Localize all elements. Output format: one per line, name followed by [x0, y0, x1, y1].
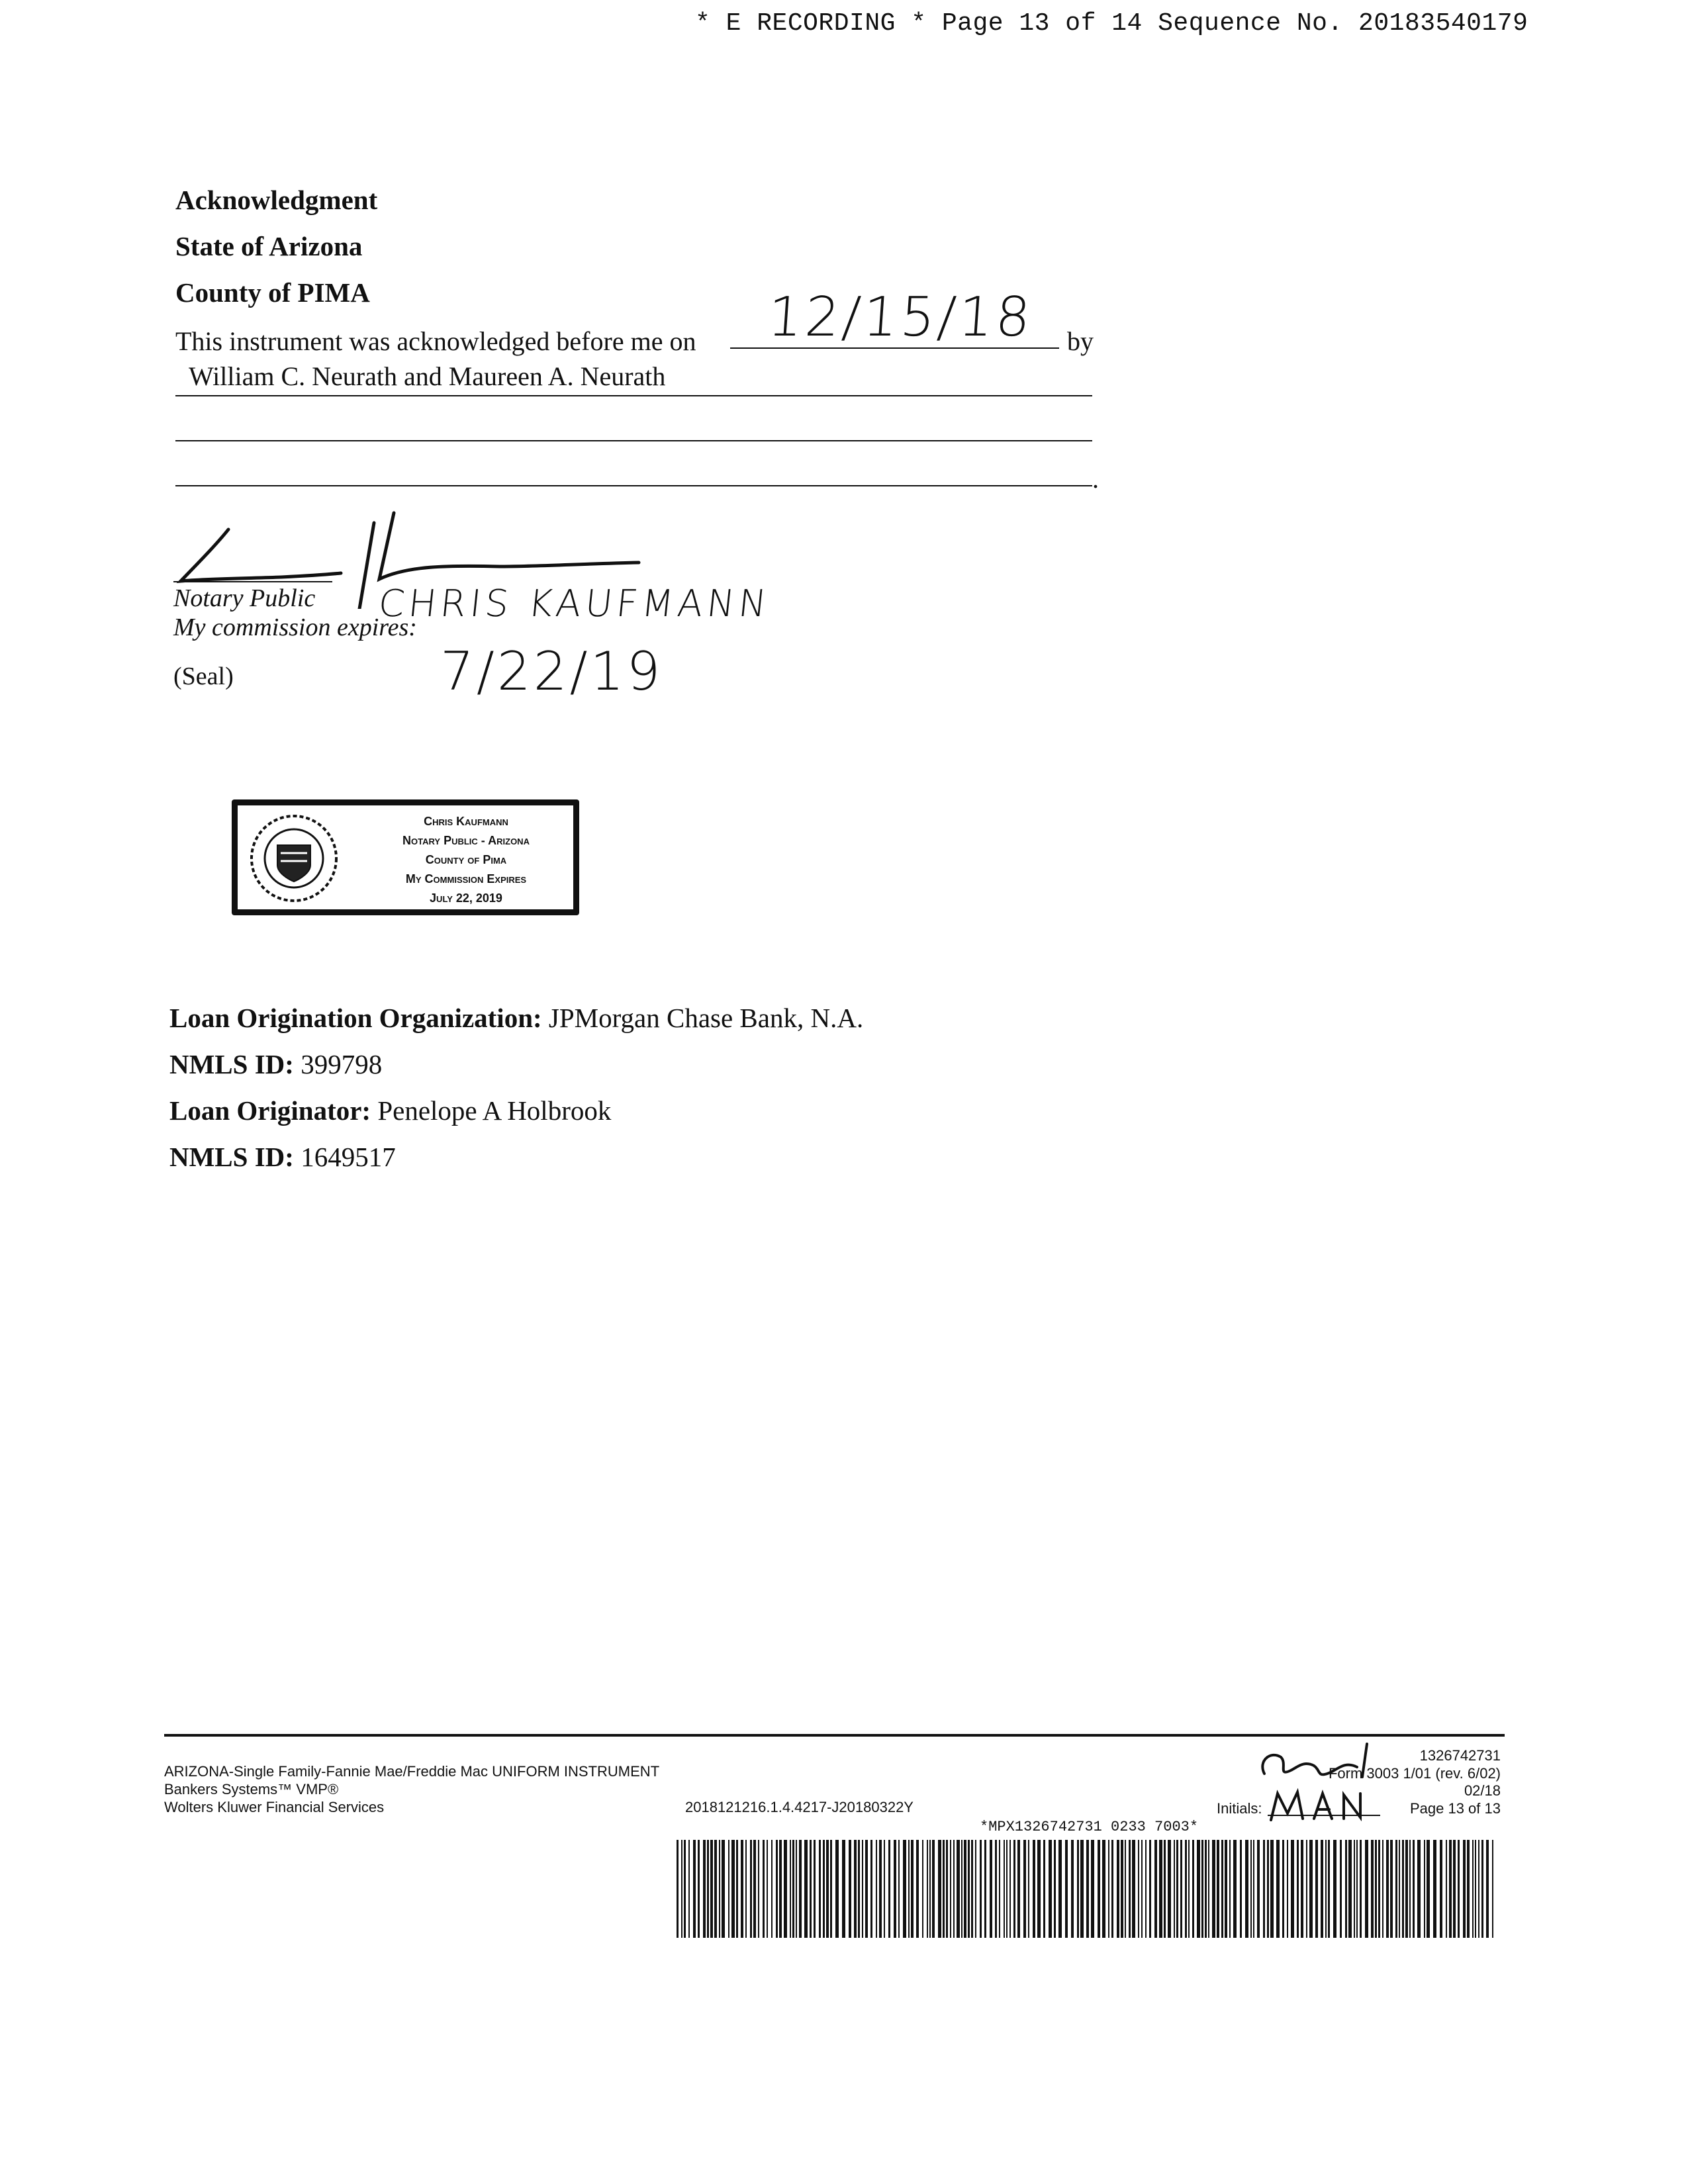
- loan-org-value: JPMorgan Chase Bank, N.A.: [548, 1003, 864, 1033]
- barcode-bar: [1117, 1840, 1119, 1938]
- barcode-bar: [826, 1840, 829, 1938]
- barcode-bar: [758, 1840, 759, 1938]
- barcode-bar: [1004, 1840, 1005, 1938]
- barcode-bar: [984, 1840, 986, 1938]
- barcode-bar: [990, 1840, 992, 1938]
- loan-org-line: [169, 1002, 863, 1034]
- barcode-bar: [1111, 1840, 1113, 1938]
- barcode-bar: [1486, 1840, 1489, 1938]
- barcode-bar: [1212, 1840, 1215, 1938]
- barcode-bar: [1257, 1840, 1260, 1938]
- barcode-bar: [1446, 1840, 1447, 1938]
- barcode-bar: [1424, 1840, 1425, 1938]
- barcode-bar: [1348, 1840, 1352, 1938]
- commission-label: My commission expires:: [173, 614, 417, 641]
- barcode-bar: [1282, 1840, 1284, 1938]
- barcode-bar: [684, 1840, 686, 1938]
- barcode-bar: [1240, 1840, 1242, 1938]
- notary-public-label: Notary Public: [173, 584, 316, 612]
- footer-revision-date: 02/18: [1464, 1782, 1501, 1799]
- barcode-bar: [1340, 1840, 1342, 1938]
- barcode-bar: [767, 1840, 768, 1938]
- barcode-bar: [1382, 1840, 1383, 1938]
- recording-banner: * E RECORDING * Page 13 of 14 Sequence No. 20183540179: [695, 9, 1528, 38]
- barcode-bar: [1121, 1840, 1123, 1938]
- barcode-bar: [776, 1840, 778, 1938]
- barcode-bar: [884, 1840, 885, 1938]
- org-nmls-label: NMLS ID:: [169, 1049, 294, 1079]
- barcode-bar: [1225, 1840, 1227, 1938]
- barcode-bar: [835, 1840, 839, 1938]
- barcode-bar: [1360, 1840, 1362, 1938]
- barcode-bar: [1328, 1840, 1330, 1938]
- barcode-bar: [1132, 1840, 1135, 1938]
- state-line: State of Arizona: [175, 231, 363, 261]
- barcode-bar: [1086, 1840, 1089, 1938]
- footer-loan-number: 1326742731: [1419, 1747, 1501, 1764]
- barcode-bar: [796, 1840, 797, 1938]
- barcode-bar: [1365, 1840, 1368, 1938]
- barcode-bar: [1354, 1840, 1355, 1938]
- barcode-bar: [929, 1840, 931, 1938]
- barcode-bar: [1217, 1840, 1219, 1938]
- barcode-bar: [946, 1840, 948, 1938]
- barcode-bar: [1149, 1840, 1151, 1938]
- barcode-bar: [898, 1840, 900, 1938]
- barcode-bar: [1233, 1840, 1237, 1938]
- barcode-bar: [876, 1840, 877, 1938]
- barcode-bar: [819, 1840, 821, 1938]
- barcode-bar: [1375, 1840, 1377, 1938]
- barcode-bar: [771, 1840, 773, 1938]
- originator-nmls-value: 1649517: [301, 1142, 396, 1172]
- barcode-text: *MPX1326742731 0233 7003*: [980, 1819, 1199, 1835]
- loan-org-label: Loan Origination Organization:: [169, 1003, 542, 1033]
- barcode-bar: [1463, 1840, 1466, 1938]
- barcode-bar: [858, 1840, 860, 1938]
- barcode-bar: [1065, 1840, 1068, 1938]
- barcode-bar: [1205, 1840, 1207, 1938]
- barcode-bar: [1037, 1840, 1041, 1938]
- barcode-bar: [1267, 1840, 1269, 1938]
- barcode-bar: [1017, 1840, 1020, 1938]
- barcode-bar: [1325, 1840, 1327, 1938]
- signers-names: William C. Neurath and Maureen A. Neurath: [189, 361, 666, 391]
- stamp-text: [357, 812, 575, 908]
- stamp-line-county: County of Pima: [425, 853, 507, 866]
- barcode-bar: [814, 1840, 816, 1938]
- barcode-bar: [693, 1840, 696, 1938]
- barcode-bar: [1356, 1840, 1358, 1938]
- barcode-bar: [1174, 1840, 1175, 1938]
- barcode-bar: [1129, 1840, 1131, 1938]
- barcode-bar: [879, 1840, 882, 1938]
- barcode-bar: [1378, 1840, 1380, 1938]
- barcode-bar: [1276, 1840, 1280, 1938]
- barcode-bar: [792, 1840, 794, 1938]
- barcode-bar: [799, 1840, 802, 1938]
- barcode-bar: [1049, 1840, 1052, 1938]
- barcode-bar: [932, 1840, 935, 1938]
- barcode-bar: [1453, 1840, 1456, 1938]
- barcode-bar: [1197, 1840, 1200, 1938]
- barcode-bar: [999, 1840, 1000, 1938]
- barcode-bar: [1013, 1840, 1015, 1938]
- barcode-bar: [903, 1840, 906, 1938]
- barcode-bar: [1472, 1840, 1474, 1938]
- barcode-bar: [1458, 1840, 1460, 1938]
- barcode-bar: [745, 1840, 747, 1938]
- barcode-bar: [1413, 1840, 1415, 1938]
- barcode-bar: [763, 1840, 765, 1938]
- barcode-bar: [1263, 1840, 1265, 1938]
- barcode-bar: [1108, 1840, 1109, 1938]
- signers-line-3: [175, 485, 1092, 486]
- barcode-bar: [1390, 1840, 1393, 1938]
- barcode-bar: [1287, 1840, 1288, 1938]
- barcode-bar: [804, 1840, 808, 1938]
- notary-stamp: [232, 799, 579, 915]
- barcode-bar: [1168, 1840, 1171, 1938]
- barcode-bar: [1043, 1840, 1045, 1938]
- barcode-bar: [1077, 1840, 1079, 1938]
- barcode-bar: [719, 1840, 720, 1938]
- originator-line: [169, 1095, 611, 1126]
- barcode-bar: [1180, 1840, 1182, 1938]
- footer-doc-code: 2018121216.1.4.4217-J20180322Y: [685, 1799, 914, 1815]
- barcode-bar: [1250, 1840, 1252, 1938]
- barcode-bar: [830, 1840, 832, 1938]
- barcode-bar: [698, 1840, 700, 1938]
- barcode-bar: [1154, 1840, 1157, 1938]
- footer-form-title: ARIZONA-Single Family-Fannie Mae/Freddie Mac UNIFORM INSTRUMENT: [164, 1763, 660, 1780]
- barcode-bar: [938, 1840, 941, 1938]
- barcode-bar: [968, 1840, 970, 1938]
- barcode-bar: [823, 1840, 825, 1938]
- barcode-bar: [995, 1840, 997, 1938]
- barcode-bar: [1399, 1840, 1400, 1938]
- barcode-bar: [1433, 1840, 1436, 1938]
- barcode-bar: [854, 1840, 857, 1938]
- barcode-bar: [1102, 1840, 1105, 1938]
- barcode-bar: [1306, 1840, 1307, 1938]
- barcode-bar: [1091, 1840, 1094, 1938]
- originator-value: Penelope A Holbrook: [377, 1095, 612, 1126]
- barcode-bar: [1478, 1840, 1479, 1938]
- barcode-bar: [1188, 1840, 1190, 1938]
- by-word: by: [1067, 326, 1094, 356]
- barcode-bar: [1071, 1840, 1074, 1938]
- barcode-bar: [1440, 1840, 1442, 1938]
- barcode-bar: [1405, 1840, 1408, 1938]
- barcode-bar: [1221, 1840, 1223, 1938]
- footer-form-number: Form 3003 1/01 (rev. 6/02): [1328, 1765, 1501, 1782]
- barcode-bar: [779, 1840, 782, 1938]
- originator-label: Loan Originator:: [169, 1095, 371, 1126]
- barcode-bar: [1467, 1840, 1470, 1938]
- barcode-bar: [1185, 1840, 1187, 1938]
- barcode-bar: [953, 1840, 955, 1938]
- barcode-bar: [916, 1840, 919, 1938]
- barcode-bar: [1164, 1840, 1166, 1938]
- barcode-bar: [957, 1840, 960, 1938]
- barcode-bar: [1141, 1840, 1143, 1938]
- barcode-bar: [922, 1840, 923, 1938]
- barcode-bar: [731, 1840, 735, 1938]
- originator-nmls-label: NMLS ID:: [169, 1142, 294, 1172]
- barcode-bar: [784, 1840, 787, 1938]
- barcode-bar: [1481, 1840, 1483, 1938]
- barcode-bar: [790, 1840, 791, 1938]
- barcode-bar: [681, 1840, 682, 1938]
- stamp-line-title: Notary Public - Arizona: [402, 834, 530, 847]
- seal-label: (Seal): [173, 662, 234, 690]
- barcode-bar: [975, 1840, 976, 1938]
- org-nmls-value: 399798: [301, 1049, 383, 1079]
- barcode-bar: [1309, 1840, 1313, 1938]
- barcode-bar: [927, 1840, 928, 1938]
- barcode-bar: [1201, 1840, 1203, 1938]
- county-line: County of PIMA: [175, 277, 370, 308]
- barcode-bar: [1291, 1840, 1294, 1938]
- notary-printed-name: CHRIS KAUFMANN: [376, 582, 773, 625]
- barcode-bar: [1229, 1840, 1231, 1938]
- barcode-bar: [1176, 1840, 1178, 1938]
- barcode-bar: [870, 1840, 872, 1938]
- barcode-bar: [728, 1840, 729, 1938]
- footer-initials-label: Initials:: [1217, 1800, 1262, 1817]
- barcode-bar: [1253, 1840, 1254, 1938]
- signers-line-2: [175, 440, 1092, 441]
- barcode-bar: [1270, 1840, 1274, 1938]
- barcode-bar: [707, 1840, 709, 1938]
- barcode-bar: [722, 1840, 725, 1938]
- org-nmls-line: [169, 1048, 382, 1080]
- stamp-line-commission: My Commission Expires: [405, 872, 527, 886]
- barcode-bar: [1321, 1840, 1323, 1938]
- barcode-bar: [741, 1840, 743, 1938]
- barcode-bar: [1125, 1840, 1126, 1938]
- barcode-bar: [1208, 1840, 1209, 1938]
- barcode-bar: [1395, 1840, 1397, 1938]
- date-handwritten: 12/15/18: [765, 286, 1035, 349]
- barcode-bar: [714, 1840, 717, 1938]
- stamp-line-name: Chris Kaufmann: [424, 815, 508, 828]
- barcode-bar: [1427, 1840, 1430, 1938]
- barcode-bar: [862, 1840, 863, 1938]
- stamp-line-date: July 22, 2019: [430, 891, 502, 905]
- barcode-bar: [1080, 1840, 1084, 1938]
- acknowledgment-title: Acknowledgment: [175, 185, 378, 215]
- barcode-bar: [842, 1840, 845, 1938]
- instrument-text: This instrument was acknowledged before me on: [175, 326, 696, 356]
- blank-period: .: [1092, 464, 1099, 494]
- barcode-bar: [750, 1840, 752, 1938]
- barcode-bar: [964, 1840, 966, 1938]
- barcode-bar: [865, 1840, 868, 1938]
- barcode-bar: [1023, 1840, 1026, 1938]
- barcode-bar: [1315, 1840, 1318, 1938]
- signers-line-1: [175, 395, 1092, 396]
- barcode-bar: [1245, 1840, 1248, 1938]
- barcode-bar: [1449, 1840, 1452, 1938]
- barcode-bar: [894, 1840, 896, 1938]
- barcode-bar: [1058, 1840, 1062, 1938]
- barcode-bar: [888, 1840, 890, 1938]
- barcode-bar: [1192, 1840, 1194, 1938]
- barcode: [677, 1840, 1497, 1938]
- barcode-bar: [849, 1840, 851, 1938]
- barcode-bar: [736, 1840, 738, 1938]
- barcode-bar: [950, 1840, 951, 1938]
- barcode-bar: [1301, 1840, 1303, 1938]
- barcode-bar: [1297, 1840, 1299, 1938]
- barcode-bar: [1159, 1840, 1162, 1938]
- barcode-bar: [980, 1840, 982, 1938]
- barcode-bar: [688, 1840, 690, 1938]
- barcode-bar: [1138, 1840, 1139, 1938]
- barcode-bar: [1098, 1840, 1100, 1938]
- barcode-bar: [911, 1840, 914, 1938]
- barcode-bar: [1033, 1840, 1035, 1938]
- barcode-bar: [1345, 1840, 1347, 1938]
- barcode-bar: [1371, 1840, 1374, 1938]
- originator-nmls-line: [169, 1141, 396, 1173]
- barcode-bar: [1028, 1840, 1029, 1938]
- footer-page-label: Page 13 of 13: [1409, 1800, 1501, 1817]
- barcode-bar: [810, 1840, 812, 1938]
- barcode-bar: [1417, 1840, 1421, 1938]
- commission-expiration: 7/22/19: [440, 641, 663, 702]
- arizona-seal-icon: [244, 812, 344, 905]
- barcode-bar: [943, 1840, 945, 1938]
- barcode-bar: [1475, 1840, 1476, 1938]
- barcode-bar: [1402, 1840, 1404, 1938]
- barcode-bar: [1054, 1840, 1056, 1938]
- barcode-bar: [1145, 1840, 1147, 1938]
- barcode-bar: [1386, 1840, 1389, 1938]
- footer-rule: [164, 1734, 1505, 1737]
- barcode-bar: [710, 1840, 713, 1938]
- footer-vendor-1: Bankers Systems™ VMP®: [164, 1781, 339, 1797]
- footer-vendor-2: Wolters Kluwer Financial Services: [164, 1799, 385, 1815]
- barcode-bar: [1492, 1840, 1493, 1938]
- barcode-bar: [753, 1840, 756, 1938]
- borrower-initials: [1251, 1741, 1403, 1833]
- barcode-bar: [1009, 1840, 1011, 1938]
- barcode-bar: [908, 1840, 910, 1938]
- barcode-bar: [1006, 1840, 1008, 1938]
- barcode-bar: [677, 1840, 679, 1938]
- notary-signature-line: [173, 581, 332, 582]
- barcode-bar: [703, 1840, 706, 1938]
- barcode-bar: [1409, 1840, 1411, 1938]
- barcode-bar: [971, 1840, 973, 1938]
- barcode-bar: [961, 1840, 962, 1938]
- barcode-bar: [1333, 1840, 1336, 1938]
